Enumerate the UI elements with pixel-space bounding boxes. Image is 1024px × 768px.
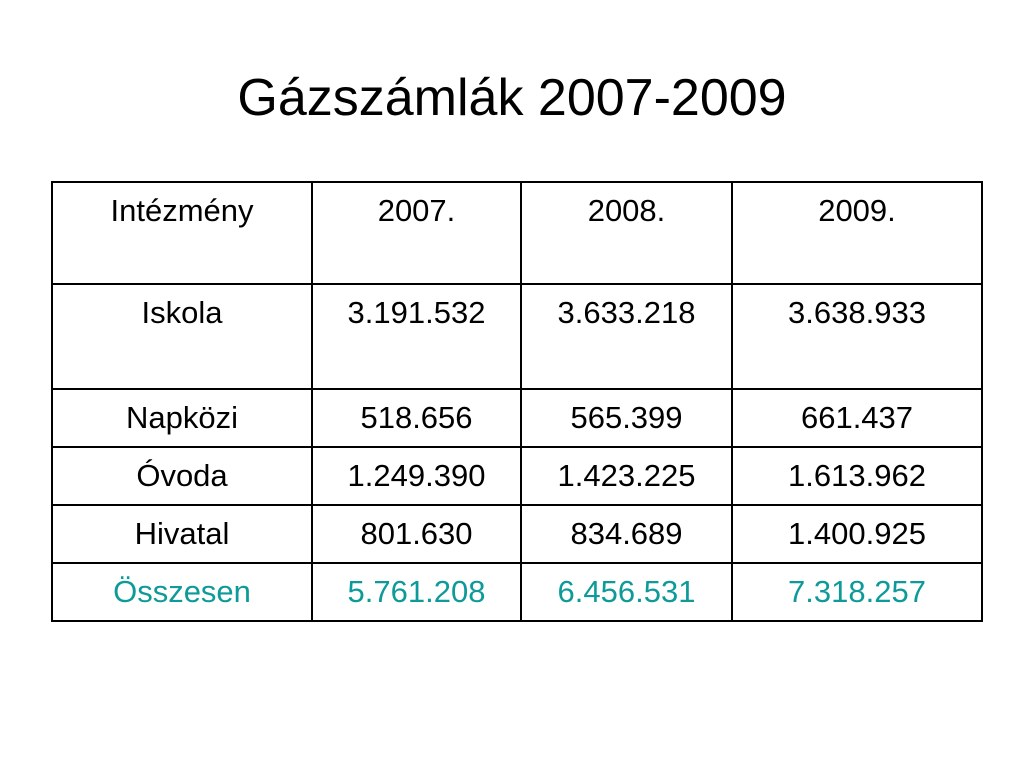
cell-2008: 565.399	[521, 389, 732, 447]
row-label: Óvoda	[52, 447, 312, 505]
cell-2007: 801.630	[312, 505, 521, 563]
cell-2009: 3.638.933	[732, 284, 982, 389]
table-row	[52, 284, 982, 389]
total-label: Összesen	[52, 563, 312, 621]
cell-2009: 1.400.925	[732, 505, 982, 563]
gas-bills-table	[51, 181, 983, 622]
row-label: Hivatal	[52, 505, 312, 563]
table-row	[52, 505, 982, 563]
table-row	[52, 447, 982, 505]
cell-2008: 3.633.218	[521, 284, 732, 389]
cell-2007: 1.249.390	[312, 447, 521, 505]
cell-2007: 518.656	[312, 389, 521, 447]
total-2009: 7.318.257	[732, 563, 982, 621]
total-2008: 6.456.531	[521, 563, 732, 621]
header-institution: Intézmény	[52, 182, 312, 284]
slide-title: Gázszámlák 2007-2009	[237, 69, 787, 127]
total-2007: 5.761.208	[312, 563, 521, 621]
header-2008: 2008.	[521, 182, 732, 284]
header-2007: 2007.	[312, 182, 521, 284]
cell-2009: 661.437	[732, 389, 982, 447]
table-row	[52, 389, 982, 447]
cell-2007: 3.191.532	[312, 284, 521, 389]
table-total-row	[52, 563, 982, 621]
row-label: Iskola	[52, 284, 312, 389]
cell-2008: 834.689	[521, 505, 732, 563]
header-2009: 2009.	[732, 182, 982, 284]
cell-2008: 1.423.225	[521, 447, 732, 505]
table-header-row	[52, 182, 982, 284]
cell-2009: 1.613.962	[732, 447, 982, 505]
row-label: Napközi	[52, 389, 312, 447]
